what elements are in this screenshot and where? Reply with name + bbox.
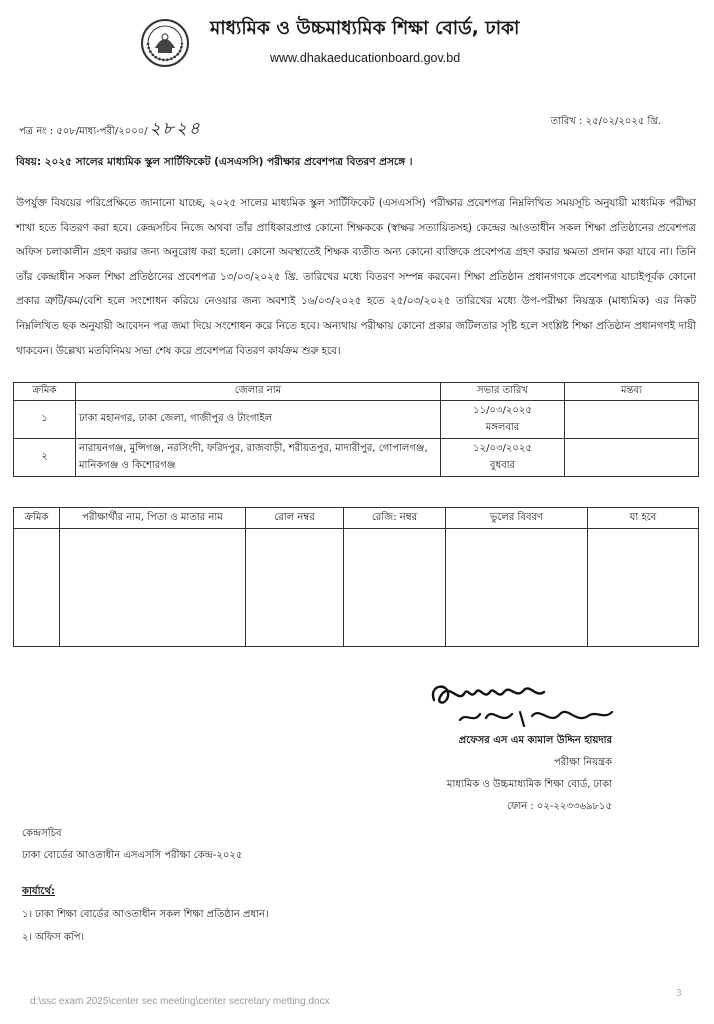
schedule-header-remark: মন্তব্য bbox=[565, 383, 699, 401]
schedule-remark bbox=[565, 439, 699, 477]
action-title: কার্যার্থে: bbox=[22, 886, 56, 897]
signer-office: মাধ্যমিক ও উচ্চমাধ্যমিক শিক্ষা বোর্ড, ঢাকা bbox=[446, 779, 612, 790]
correction-header-correction: যা হবে bbox=[588, 508, 699, 529]
schedule-districts: নারায়নগঞ্জ, মুন্সিগঞ্জ, নরসিংদী, ফরিদপুর, রাজবাড়ী, শরীয়তপুর, মাদারীপুর, গোপালগঞ্জ, মানিকগঞ্জ ও কিশোরগঞ্জ bbox=[76, 439, 441, 477]
schedule-header-districts: জেলার নাম bbox=[76, 383, 441, 401]
board-name: মাধ্যমিক ও উচ্চমাধ্যমিক শিক্ষা বোর্ড, ঢাকা bbox=[210, 18, 520, 39]
body-paragraph: উপর্যুক্ত বিষয়ের পরিপ্রেক্ষিতে জানানো যাচ্ছে, ২০২৫ সালের মাধ্যমিক স্কুল সার্টিফিকেট (এসএসসি) পরীক্ষার প্রবেশপত্র নিম্নলিখিত সময়সূচি অনুযায়ী মাধ্যমিক পরীক্ষা শাখা হতে বিতরণ করা হবে। কেন্দ্রসচিব নিজে অথবা তাঁর প্রাধিকারপ্রাপ্ত কোনো শিক্ষককে (স্বাক্ষর সত্যায়িতসহ) কেন্দ্রের আওতাধীন সকল শিক্ষা প্রতিষ্ঠানের প্রবেশপত্র অফিস চলাকালীন গ্রহণ করার জন্য অনুরোধ করা হলো। কোনো অবস্থাতেই শিক্ষক ব্যতীত অন্য কোনো ব্যক্তিকে প্রবেশপত্র গ্রহণ করার ক্ষমতা প্রদান করা যাবে না। তিনি তাঁর কেন্দ্রাধীন সকল শিক্ষা প্রতিষ্ঠানের প্রবেশপত্র ১৩/০৩/২০২৫ খ্রি. তারিখের মধ্যে বিতরণ সম্পন্ন করবেন। শিক্ষা প্রতিষ্ঠান প্রধানগণকে প্রবেশপত্র যাচাইপূর্বক কোনো প্রকার ত্রুটি/কম/বেশি হলে সংশোধন করিয়ে নেওয়ার জন্য অবশ্যই ১৬/০৩/২০২৫ হতে ২৫/০৩/২০২৫ তারিখের মধ্যে উপ-পরীক্ষা নিয়ন্ত্রক (মাধ্যমিক) এর নিকট নিম্নলিখিত ছক অনুযায়ী আবেদন পত্র জমা দিয়ে সংশোধন করে নিতে হবে। অন্যথায় পরীক্ষায় কোনো প্রকার জটিলতার সৃষ্টি হলে সংশ্লিষ্ট শিক্ষা প্রতিষ্ঠান প্রধানগণই দায়ী থাকবেন। উল্লেখ্য মতবিনিময় সভা শেষ করে প্রবেশপত্র বিতরণ কার্যক্রম শুরু হবে। bbox=[16, 197, 696, 357]
memo-date: তারিখ : ২৫/০২/২০২৫ খ্রি. bbox=[550, 116, 661, 127]
subject-line: বিষয়: ২০২৫ সালের মাধ্যমিক স্কুল সার্টিফিকেট (এসএসসি) পরীক্ষার প্রবেশপত্র বিতরণ প্রসঙ্গে । bbox=[16, 156, 413, 168]
schedule-day: বুধবার bbox=[489, 459, 516, 471]
file-path: d:\ssc exam 2025\center sec meeting\center secretary metting.docx bbox=[30, 996, 330, 1007]
board-website[interactable]: www.dhakaeducationboard.gov.bd bbox=[270, 51, 461, 65]
correction-table bbox=[13, 507, 699, 647]
correction-header-serial: ক্রমিক bbox=[14, 508, 60, 529]
schedule-remark bbox=[565, 401, 699, 439]
recipient-title: কেন্দ্রসচিব bbox=[22, 828, 62, 839]
action-block bbox=[22, 880, 269, 949]
board-seal-icon bbox=[140, 18, 190, 68]
memo-number bbox=[19, 116, 202, 144]
correction-cell bbox=[246, 529, 344, 647]
schedule-date: ১১/০৩/২০২৫ bbox=[473, 404, 532, 416]
schedule-date-cell bbox=[441, 401, 565, 439]
signer-block bbox=[447, 730, 612, 818]
signature-date: ২৫/০২/২০২৫ bbox=[460, 724, 466, 725]
correction-cell bbox=[446, 529, 588, 647]
recipient-block bbox=[22, 823, 242, 867]
correction-cell bbox=[344, 529, 446, 647]
correction-header-error: ভুলের বিবরণ bbox=[446, 508, 588, 529]
correction-header-name: পরীক্ষার্থীর নাম, পিতা ও মাতার নাম bbox=[60, 508, 246, 529]
schedule-header-date: সভার তারিখ bbox=[441, 383, 565, 401]
correction-header-reg: রেজি: নম্বর bbox=[344, 508, 446, 529]
recipient-detail: ঢাকা বোর্ডের আওতাধীন এসএসসি পরীক্ষা কেন্দ্র-২০২৫ bbox=[22, 850, 243, 861]
schedule-serial: ২ bbox=[14, 439, 76, 477]
schedule-day: মঙ্গলবার bbox=[485, 421, 520, 433]
handwritten-signature bbox=[420, 676, 616, 732]
memo-number-prefix: পত্র নং : ৫০৮/মাধ্য-পরী/২০০০/ bbox=[19, 126, 148, 137]
table-row bbox=[14, 529, 699, 647]
schedule-header-serial: ক্রমিক bbox=[14, 383, 76, 401]
signer-name: প্রফেসর এস এম কামাল উদ্দিন হায়দার bbox=[458, 735, 612, 746]
page-number: 3 bbox=[675, 988, 682, 999]
schedule-table bbox=[13, 382, 699, 477]
correction-cell bbox=[14, 529, 60, 647]
schedule-date: ১২/০৩/২০২৫ bbox=[473, 442, 532, 454]
memo-number-handwritten: ২৮২৪ bbox=[149, 119, 202, 139]
list-item: ১। ঢাকা শিক্ষা বোর্ডের আওতাধীন সকল শিক্ষা প্রতিষ্ঠান প্রধান। bbox=[22, 909, 269, 920]
list-item: ২। অফিস কপি। bbox=[22, 932, 85, 943]
schedule-serial: ১ bbox=[14, 401, 76, 439]
signer-designation: পরীক্ষা নিয়ন্ত্রক bbox=[554, 757, 612, 768]
table-row bbox=[14, 439, 699, 477]
correction-cell bbox=[60, 529, 246, 647]
table-row bbox=[14, 401, 699, 439]
signer-phone: ফোন : ০২-২২৩৩৬৯৮১৫ bbox=[506, 801, 612, 812]
schedule-date-cell bbox=[441, 439, 565, 477]
correction-header-roll: রোল নম্বর bbox=[246, 508, 344, 529]
correction-cell bbox=[588, 529, 699, 647]
schedule-districts: ঢাকা মহানগর, ঢাকা জেলা, গাজীপুর ও টাংগাইল bbox=[76, 401, 441, 439]
